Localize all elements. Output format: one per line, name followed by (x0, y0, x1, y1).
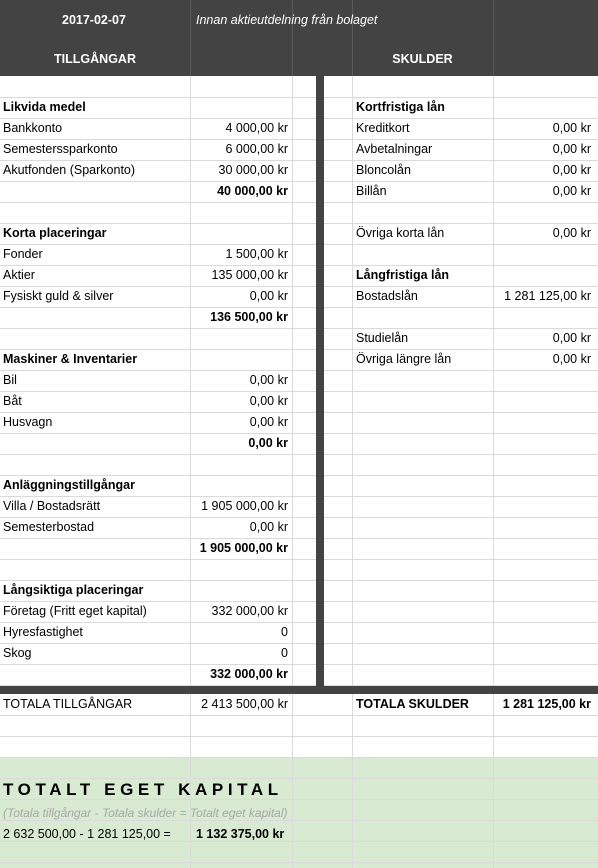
liabilities-title: SKULDER (392, 52, 453, 66)
liability-value: 0,00 kr (552, 163, 591, 177)
gridline (0, 391, 598, 392)
gridline (0, 370, 598, 371)
asset-value: 30 000,00 kr (218, 163, 288, 177)
liability-value: 0,00 kr (552, 226, 591, 240)
asset-label: Skog (3, 646, 32, 660)
total-assets-label: TOTALA TILLGÅNGAR (3, 697, 133, 711)
gridline (0, 433, 598, 434)
section-subtotal: 332 000,00 kr (210, 667, 288, 681)
gridline (0, 97, 598, 98)
section-subtotal: 40 000,00 kr (217, 184, 288, 198)
section-title: Korta placeringar (3, 226, 107, 240)
assets-title: TILLGÅNGAR (54, 52, 136, 66)
liability-value: 0,00 kr (552, 121, 591, 135)
gridline (0, 202, 598, 203)
asset-label: Villa / Bostadsrätt (3, 499, 101, 513)
gridline (0, 454, 598, 455)
section-subtotal: 1 905 000,00 kr (199, 541, 288, 555)
liability-label: Kreditkort (356, 121, 410, 135)
liability-label: Studielån (356, 331, 409, 345)
asset-value: 0 (281, 625, 288, 639)
total-liabilities-label: TOTALA SKULDER (356, 697, 469, 711)
gridline (0, 736, 598, 737)
report-date: 2017-02-07 (62, 13, 126, 27)
section-subtotal: 136 500,00 kr (210, 310, 288, 324)
asset-label: Bankkonto (3, 121, 63, 135)
gridline (0, 715, 598, 716)
section-title: Maskiner & Inventarier (3, 352, 138, 366)
gridline (0, 265, 598, 266)
section-title: Långfristiga lån (356, 268, 450, 282)
asset-label: Semesterbostad (3, 520, 95, 534)
asset-value: 0 (281, 646, 288, 660)
gridline (0, 643, 598, 644)
asset-value: 0,00 kr (249, 289, 288, 303)
asset-label: Semesterssparkonto (3, 142, 118, 156)
asset-value: 6 000,00 kr (225, 142, 288, 156)
gridline (0, 538, 598, 539)
section-title: Likvida medel (3, 100, 86, 114)
liability-label: Bloncolån (356, 163, 411, 177)
liability-value: 0,00 kr (552, 331, 591, 345)
asset-value: 1 500,00 kr (225, 247, 288, 261)
liability-label: Billån (356, 184, 387, 198)
section-subtotal: 0,00 kr (248, 436, 288, 450)
column-divider (316, 76, 324, 686)
asset-value: 4 000,00 kr (225, 121, 288, 135)
liability-value: 0,00 kr (552, 352, 591, 366)
asset-value: 135 000,00 kr (211, 268, 288, 282)
gridline (0, 757, 598, 758)
asset-value: 1 905 000,00 kr (201, 499, 288, 513)
liability-label: Avbetalningar (356, 142, 433, 156)
asset-label: Aktier (3, 268, 35, 282)
total-assets-value: 2 413 500,00 kr (201, 697, 288, 711)
asset-value: 0,00 kr (249, 520, 288, 534)
section-title: Långsiktiga placeringar (3, 583, 144, 597)
gridline (0, 622, 598, 623)
equity-title: TOTALT EGET KAPITAL (3, 780, 283, 799)
total-liabilities-value: 1 281 125,00 kr (502, 697, 591, 711)
gridline (0, 862, 598, 863)
equity-calculation: 2 632 500,00 - 1 281 125,00 = (3, 827, 171, 841)
asset-label: Hyresfastighet (3, 625, 83, 639)
asset-label: Fysiskt guld & silver (3, 289, 114, 303)
liability-value: 0,00 kr (552, 184, 591, 198)
liability-label: Övriga korta lån (356, 226, 445, 240)
section-title: Anläggningstillgångar (3, 478, 135, 492)
liability-value: 1 281 125,00 kr (504, 289, 591, 303)
gridline (0, 412, 598, 413)
gridline (292, 76, 293, 868)
asset-label: Akutfonden (Sparkonto) (3, 163, 136, 177)
equity-formula-note: (Totala tillgångar - Totala skulder = Totalt eget kapital) (3, 806, 288, 820)
section-title: Kortfristiga lån (356, 100, 445, 114)
asset-label: Båt (3, 394, 22, 408)
liability-label: Övriga längre lån (356, 352, 452, 366)
asset-label: Fonder (3, 247, 43, 261)
asset-value: 0,00 kr (249, 415, 288, 429)
liability-label: Bostadslån (356, 289, 418, 303)
gridline (0, 664, 598, 665)
totals-divider (0, 686, 598, 694)
gridline (0, 307, 598, 308)
gridline (0, 559, 598, 560)
asset-label: Företag (Fritt eget kapital) (3, 604, 147, 618)
asset-label: Bil (3, 373, 17, 387)
gridline (352, 76, 353, 868)
asset-value: 0,00 kr (249, 394, 288, 408)
asset-label: Husvagn (3, 415, 53, 429)
gridline (0, 244, 598, 245)
asset-value: 332 000,00 kr (211, 604, 288, 618)
report-note: Innan aktieutdelning från bolaget (196, 13, 378, 27)
liability-value: 0,00 kr (552, 142, 591, 156)
asset-value: 0,00 kr (249, 373, 288, 387)
equity-result: 1 132 375,00 kr (196, 827, 285, 841)
